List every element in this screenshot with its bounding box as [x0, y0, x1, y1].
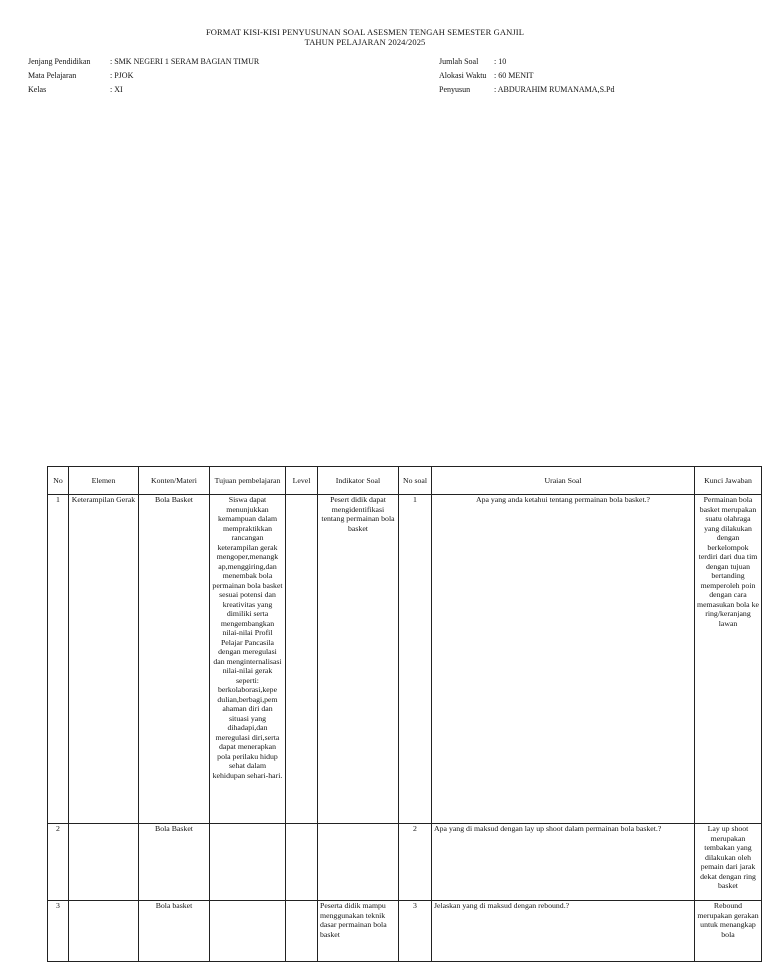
cell-no: 2 — [48, 824, 69, 901]
cell-no-soal: 3 — [399, 901, 432, 962]
cell-level — [286, 824, 318, 901]
info-left — [28, 55, 259, 97]
cell-kunci: Permainan bola basket merupakan suatu olahraga yang dilakukan dengan berkelompok terdiri dari dua tim dengan tujuan bertanding memperoleh poin dengan cara memasukan bola ke ring/keranjang lawan — [695, 495, 762, 824]
header-tujuan: Tujuan pembelajaran — [210, 467, 286, 495]
cell-indikator: Pesert didik dapat mengidentifikasi tentang permainan bola basket — [318, 495, 399, 824]
cell-tujuan: Siswa dapat menunjukkan kemampuan dalam mempraktikkan rancangan keterampilan gerak mengoper,menangk ap,menggiring,dan menembak bola permainan bola basket sesuai potensi dan kreativitas yang dimiliki serta mengembangkan nilai-nilai Profil Pelajar Pancasila dengan meregulasi dan menginternalisasi nilai-nilai gerak seperti: berkolaborasi,kepe dulian,berbagi,pem ahaman diri dan situasi yang dihadapi,dan meregulasi diri,serta dapat menerapkan pola perilaku hidup sehat dalam kehidupan sehari-hari. — [210, 495, 286, 824]
cell-level — [286, 901, 318, 962]
header-indikator: Indikator Soal — [318, 467, 399, 495]
header-konten: Konten/Materi — [139, 467, 210, 495]
info-label: Jenjang Pendidikan — [28, 57, 91, 66]
info-value: : PJOK — [110, 71, 134, 80]
info-value: : ABDURAHIM RUMANAMA,S.Pd — [494, 85, 615, 94]
info-label: Mata Pelajaran — [28, 71, 77, 80]
cell-elemen — [69, 824, 139, 901]
kisi-kisi-table — [47, 466, 762, 962]
info-row-alokasi-waktu — [439, 69, 614, 83]
table-row — [48, 824, 762, 901]
cell-indikator — [318, 824, 399, 901]
cell-no: 3 — [48, 901, 69, 962]
cell-no: 1 — [48, 495, 69, 824]
cell-level — [286, 495, 318, 824]
info-value: : XI — [110, 85, 123, 94]
info-label: Alokasi Waktu — [439, 71, 487, 80]
info-row-penyusun — [439, 83, 614, 97]
cell-kunci: Lay up shoot merupakan tembakan yang dilakukan oleh pemain dari jarak dekat dengan ring basket — [695, 824, 762, 901]
document-title — [0, 27, 730, 47]
info-label: Jumlah Soal — [439, 57, 479, 66]
cell-uraian: Apa yang anda ketahui tentang permainan bola basket.? — [432, 495, 695, 824]
cell-uraian: Apa yang di maksud dengan lay up shoot dalam permainan bola basket.? — [432, 824, 695, 901]
header-level: Level — [286, 467, 318, 495]
cell-no-soal: 2 — [399, 824, 432, 901]
title-line-2: TAHUN PELAJARAN 2024/2025 — [304, 37, 426, 47]
table-row — [48, 495, 762, 824]
cell-uraian: Jelaskan yang di maksud dengan rebound.? — [432, 901, 695, 962]
info-label: Kelas — [28, 85, 47, 94]
cell-tujuan — [210, 824, 286, 901]
table-header-row — [48, 467, 762, 495]
header-no-soal: No soal — [399, 467, 432, 495]
header-uraian: Uraian Soal — [432, 467, 695, 495]
info-value: : 10 — [494, 57, 507, 66]
cell-konten: Bola Basket — [139, 495, 210, 824]
header-kunci: Kunci Jawaban — [695, 467, 762, 495]
header-elemen: Elemen — [69, 467, 139, 495]
cell-no-soal: 1 — [399, 495, 432, 824]
title-line-1: FORMAT KISI-KISI PENYUSUNAN SOAL ASESMEN TENGAH SEMESTER GANJIL — [205, 27, 525, 37]
info-label: Penyusun — [439, 85, 471, 94]
cell-kunci: Rebound merupakan gerakan untuk menangkap bola — [695, 901, 762, 962]
cell-tujuan — [210, 901, 286, 962]
header-no: No — [48, 467, 69, 495]
info-row-mapel — [28, 69, 259, 83]
cell-konten: Bola Basket — [139, 824, 210, 901]
info-value: : SMK NEGERI 1 SERAM BAGIAN TIMUR — [110, 57, 260, 66]
info-row-jumlah-soal — [439, 55, 614, 69]
cell-elemen — [69, 901, 139, 962]
info-row-jenjang — [28, 55, 259, 69]
table-row — [48, 901, 762, 962]
info-right — [439, 55, 614, 97]
cell-indikator: Peserta didik mampu menggunakan teknik dasar permainan bola basket — [318, 901, 399, 962]
cell-elemen: Keterampilan Gerak — [69, 495, 139, 824]
info-row-kelas — [28, 83, 259, 97]
cell-konten: Bola basket — [139, 901, 210, 962]
info-value: : 60 MENIT — [494, 71, 534, 80]
